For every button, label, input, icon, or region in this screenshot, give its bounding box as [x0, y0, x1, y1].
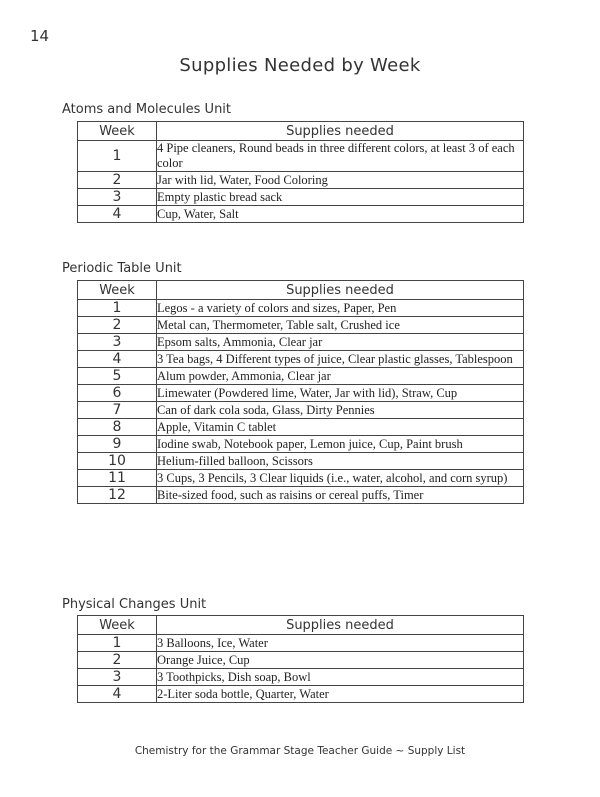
- table-row: [78, 334, 524, 351]
- table-row: [78, 189, 524, 206]
- supplies-cell: Cup, Water, Salt: [157, 206, 524, 223]
- week-cell: 4: [78, 351, 157, 368]
- week-cell: 4: [78, 206, 157, 223]
- week-column-header: Week: [78, 122, 157, 141]
- week-cell: 3: [78, 334, 157, 351]
- table-row: [78, 436, 524, 453]
- week-cell: 10: [78, 453, 157, 470]
- supplies-cell: Iodine swab, Notebook paper, Lemon juice, Cup, Paint brush: [157, 436, 524, 453]
- supplies-cell: 3 Tea bags, 4 Different types of juice, Clear plastic glasses, Tablespoon: [157, 351, 524, 368]
- supplies-cell: 3 Cups, 3 Pencils, 3 Clear liquids (i.e., water, alcohol, and corn syrup): [157, 470, 524, 487]
- supplies-cell: Can of dark cola soda, Glass, Dirty Pennies: [157, 402, 524, 419]
- page-footer: Chemistry for the Grammar Stage Teacher Guide ~ Supply List: [134, 745, 466, 757]
- week-column-header: Week: [78, 281, 157, 300]
- week-cell: 6: [78, 385, 157, 402]
- supplies-cell: Helium-filled balloon, Scissors: [157, 453, 524, 470]
- week-cell: 12: [78, 487, 157, 504]
- supplies-cell: Jar with lid, Water, Food Coloring: [157, 172, 524, 189]
- supplies-cell: Legos - a variety of colors and sizes, Paper, Pen: [157, 300, 524, 317]
- table-row: [78, 419, 524, 436]
- supplies-cell: Apple, Vitamin C tablet: [157, 419, 524, 436]
- week-cell: 11: [78, 470, 157, 487]
- supplies-cell: Limewater (Powdered lime, Water, Jar with lid), Straw, Cup: [157, 385, 524, 402]
- week-cell: 4: [78, 686, 157, 703]
- table-row: [78, 487, 524, 504]
- week-cell: 7: [78, 402, 157, 419]
- table-row: [78, 206, 524, 223]
- table-row: [78, 635, 524, 652]
- week-cell: 3: [78, 669, 157, 686]
- table-row: [78, 141, 524, 172]
- supplies-table-physical: [77, 615, 524, 703]
- table-row: [78, 686, 524, 703]
- page-title: Supplies Needed by Week: [179, 55, 421, 76]
- supplies-cell: 3 Balloons, Ice, Water: [157, 635, 524, 652]
- unit-title-periodic: Periodic Table Unit: [62, 261, 182, 276]
- supplies-cell: Empty plastic bread sack: [157, 189, 524, 206]
- table-row: [78, 368, 524, 385]
- supplies-table-periodic: [77, 280, 524, 504]
- week-cell: 1: [78, 635, 157, 652]
- week-cell: 5: [78, 368, 157, 385]
- supplies-cell: 2-Liter soda bottle, Quarter, Water: [157, 686, 524, 703]
- page-number: 14: [30, 27, 50, 45]
- table-row: [78, 669, 524, 686]
- table-row: [78, 385, 524, 402]
- unit-title-atoms: Atoms and Molecules Unit: [62, 102, 232, 117]
- table-header-row: [78, 281, 524, 300]
- supplies-cell: Epsom salts, Ammonia, Clear jar: [157, 334, 524, 351]
- table-row: [78, 453, 524, 470]
- table-row: [78, 351, 524, 368]
- supplies-cell: 3 Toothpicks, Dish soap, Bowl: [157, 669, 524, 686]
- week-cell: 8: [78, 419, 157, 436]
- table-row: [78, 470, 524, 487]
- supplies-column-header: Supplies needed: [157, 281, 524, 300]
- table-header-row: [78, 122, 524, 141]
- week-cell: 2: [78, 317, 157, 334]
- week-cell: 1: [78, 141, 157, 172]
- supplies-cell: Metal can, Thermometer, Table salt, Crushed ice: [157, 317, 524, 334]
- supplies-cell: Orange Juice, Cup: [157, 652, 524, 669]
- week-cell: 2: [78, 172, 157, 189]
- supplies-column-header: Supplies needed: [157, 122, 524, 141]
- table-row: [78, 652, 524, 669]
- supplies-cell: Bite-sized food, such as raisins or cereal puffs, Timer: [157, 487, 524, 504]
- unit-title-physical: Physical Changes Unit: [62, 597, 207, 612]
- table-row: [78, 300, 524, 317]
- table-header-row: [78, 616, 524, 635]
- week-cell: 3: [78, 189, 157, 206]
- week-cell: 1: [78, 300, 157, 317]
- table-row: [78, 402, 524, 419]
- supplies-cell: 4 Pipe cleaners, Round beads in three different colors, at least 3 of each color: [157, 141, 524, 172]
- supplies-cell: Alum powder, Ammonia, Clear jar: [157, 368, 524, 385]
- table-row: [78, 172, 524, 189]
- week-column-header: Week: [78, 616, 157, 635]
- table-row: [78, 317, 524, 334]
- week-cell: 2: [78, 652, 157, 669]
- week-cell: 9: [78, 436, 157, 453]
- supplies-column-header: Supplies needed: [157, 616, 524, 635]
- supplies-table-atoms: [77, 121, 524, 223]
